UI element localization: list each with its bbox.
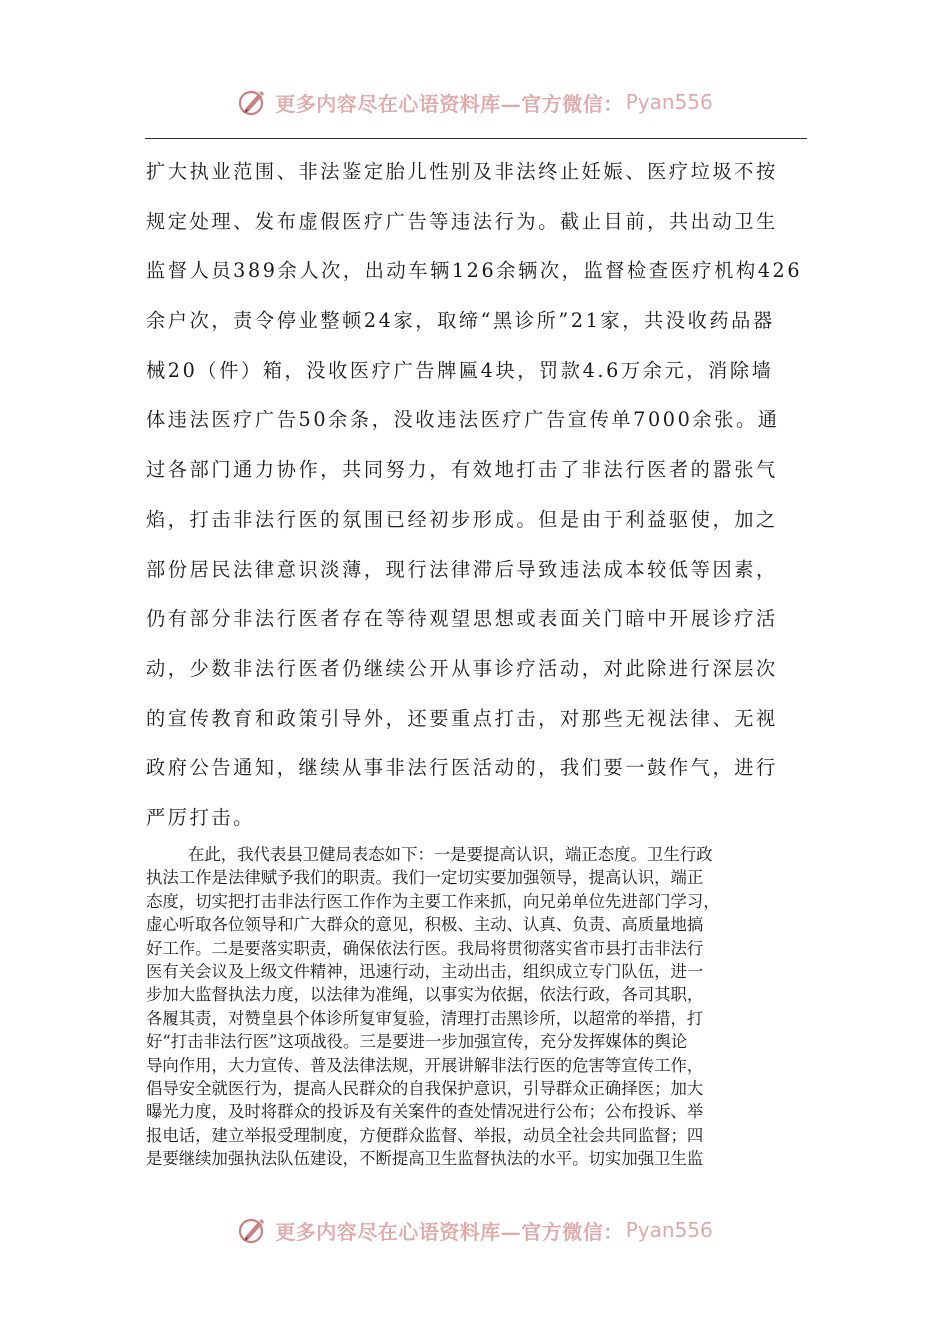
text-line: 倡导安全就医行为，提高人民群众的自我保护意识，引导群众正确择医；加大 (146, 1078, 704, 1098)
pen-logo-icon (237, 1214, 269, 1246)
text-line: 是要继续加强执法队伍建设，不断提高卫生监督执法的水平。切实加强卫生监 (146, 1149, 704, 1169)
dense-paragraph (146, 843, 808, 1170)
text-line: 严厉打击。 (146, 805, 255, 829)
text-line: 在此，我代表县卫健局表态如下：一是要提高认识，端正态度。卫生行政 (188, 845, 713, 864)
text-line: 各履其责，对赞皇县个体诊所复审复验，清理打击黑诊所，以超常的举措，打 (146, 1008, 704, 1028)
header-banner (0, 82, 950, 122)
text-line: 报电话，建立举报受理制度，方便群众监督、举报，动员全社会共同监督；四 (146, 1125, 704, 1145)
text-line: 政府公告通知，继续从事非法行医活动的，我们要一鼓作气，进行 (146, 756, 778, 780)
text-line: 步加大监督执法力度，以法律为准绳，以事实为依据，依法行政，各司其职， (146, 985, 704, 1005)
footer-banner-id: Pyan556 (625, 1218, 713, 1242)
text-line: 好“打击非法行医”这项战役。三是要进一步加强宣传，充分发挥媒体的舆论 (146, 1032, 688, 1052)
text-line: 过各部门通力协作，共同努力，有效地打击了非法行医者的嚣张气 (146, 458, 778, 482)
text-line: 仍有部分非法行医者存在等待观望思想或表面关门暗中开展诊疗活 (146, 607, 778, 631)
text-line: 扩大执业范围、非法鉴定胎儿性别及非法终止妊娠、医疗垃圾不按 (146, 160, 778, 183)
header-banner-id: Pyan556 (625, 90, 713, 114)
text-line: 虚心听取各位领导和广大群众的意见，积极、主动、认真、负责、高质量地搞 (146, 915, 704, 935)
text-line: 体违法医疗广告50余条，没收违法医疗广告宣传单7000余张。通 (146, 408, 780, 432)
text-line: 监督人员389余人次，出动车辆126余辆次，监督检查医疗机构426 (146, 259, 803, 283)
footer-banner (0, 1210, 950, 1250)
text-line: 导向作用，大力宣传、普及法律法规，开展讲解非法行医的危害等宣传工作， (146, 1055, 704, 1075)
text-line: 部份居民法律意识淡薄，现行法律滞后导致违法成本较低等因素， (146, 557, 778, 581)
text-line: 好工作。二是要落实职责，确保依法行医。我局将贯彻落实省市县打击非法行 (146, 938, 704, 958)
text-line: 焰，打击非法行医的氛围已经初步形成。但是由于利益驱使，加之 (146, 507, 778, 531)
text-line: 械20（件）箱，没收医疗广告牌匾4块，罚款4.6万余元，消除墙 (146, 358, 774, 382)
text-line: 医有关会议及上级文件精神，迅速行动，主动出击，组织成立专门队伍，进一 (146, 961, 704, 981)
header-divider (145, 138, 807, 139)
text-line: 动，少数非法行医者仍继续公开从事诊疗活动，对此除进行深层次 (146, 656, 778, 680)
text-line: 执法工作是法律赋予我们的职责。我们一定切实要加强领导，提高认识，端正 (146, 868, 704, 888)
text-line: 的宣传教育和政策引导外，还要重点打击，对那些无视法律、无视 (146, 706, 778, 730)
spaced-paragraph (146, 152, 808, 848)
text-line: 规定处理、发布虚假医疗广告等违法行为。截止目前，共出动卫生 (146, 209, 778, 233)
header-banner-text: 更多内容尽在心语资料库—官方微信： (275, 91, 624, 116)
text-line: 态度，切实把打击非法行医工作作为主要工作来抓，向兄弟单位先进部门学习， (146, 891, 720, 911)
pen-logo-icon (237, 86, 269, 118)
footer-banner-text: 更多内容尽在心语资料库—官方微信： (275, 1219, 624, 1244)
text-line: 余户次，责令停业整顿24家，取缔“黑诊所”21家，共没收药品器 (146, 309, 775, 333)
text-line: 曝光力度，及时将群众的投诉及有关案件的查处情况进行公布；公布投诉、举 (146, 1102, 704, 1122)
